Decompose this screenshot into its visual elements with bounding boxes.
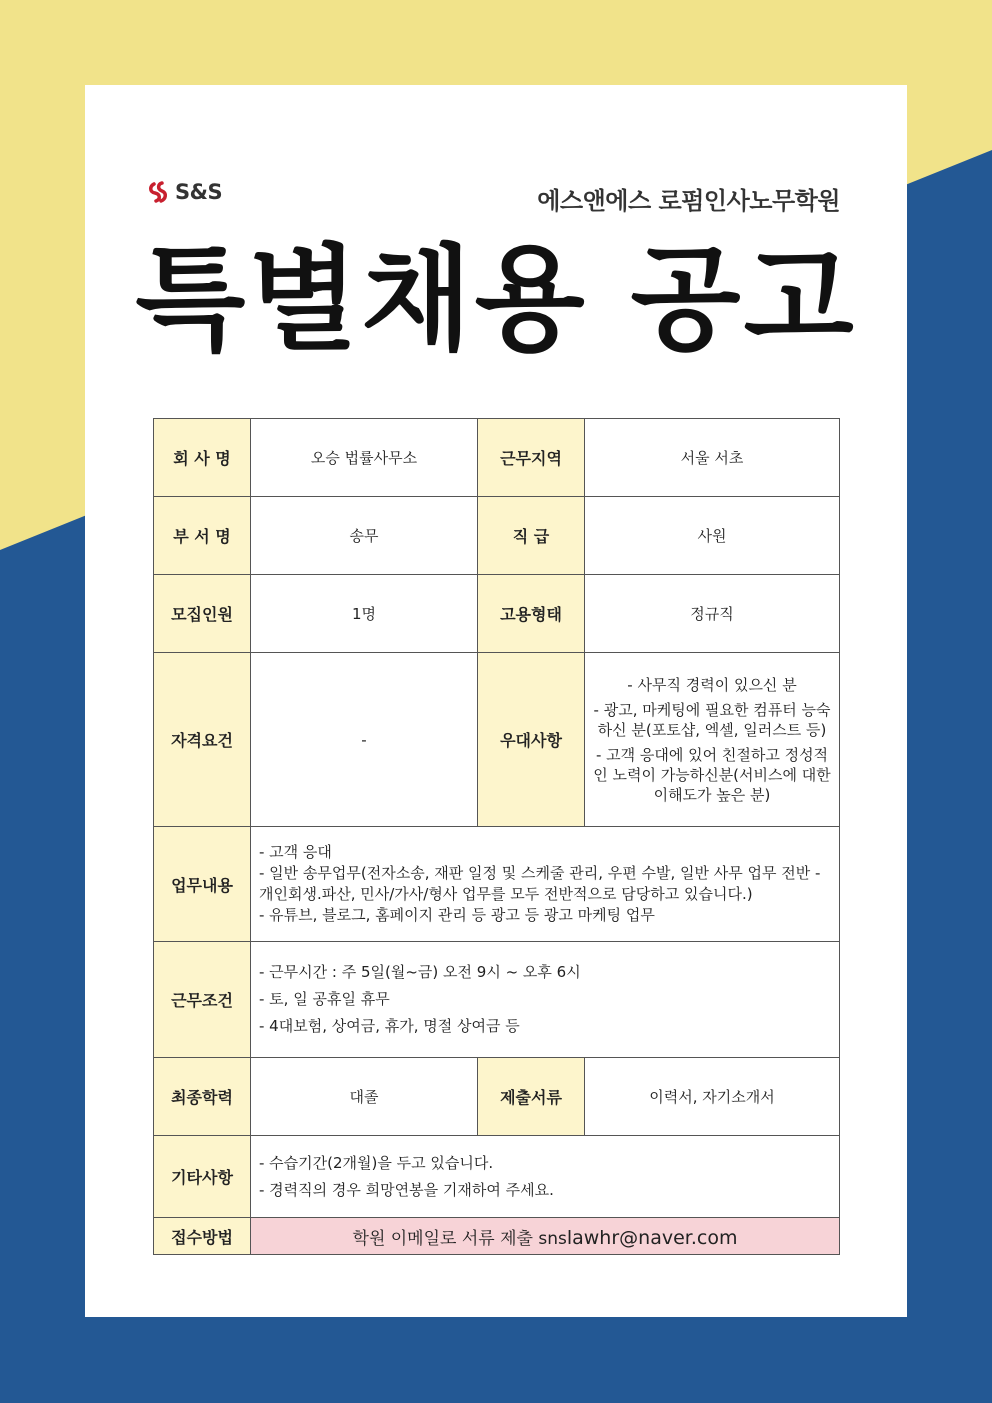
pref-item: - 광고, 마케팅에 필요한 컴퓨터 능숙하신 분(포토샵, 엑셀, 일러스트 등) bbox=[593, 700, 831, 739]
emp-type-label: 고용형태 bbox=[478, 575, 585, 653]
list-item: - 일반 송무업무(전자소송, 재판 일정 및 스케줄 관리, 우편 수발, 일반 사무 업무 전반 - 개인회생.파산, 민사/가사/형사 업무를 모두 전반적으로 담당하고 있습니다.) bbox=[259, 864, 821, 903]
apply-email: lawhr@naver.com bbox=[566, 1226, 738, 1249]
duty-list bbox=[251, 827, 840, 942]
brand-logo bbox=[147, 180, 222, 204]
list-item: - 경력직의 경우 희망연봉을 기재하여 주세요. bbox=[259, 1180, 554, 1199]
pref-label: 우대사항 bbox=[478, 653, 585, 827]
apply-method bbox=[251, 1218, 840, 1255]
table-row bbox=[154, 497, 840, 575]
edu-label: 최종학력 bbox=[154, 1058, 251, 1136]
pref-item: - 사무직 경력이 있으신 분 bbox=[627, 675, 797, 694]
edu-value: 대졸 bbox=[251, 1058, 478, 1136]
page-title: 특별채용 공고 bbox=[135, 233, 857, 366]
location-value: 서울 서초 bbox=[585, 419, 840, 497]
rank-value: 사원 bbox=[585, 497, 840, 575]
qual-value: - bbox=[251, 653, 478, 827]
emp-type-value: 정규직 bbox=[585, 575, 840, 653]
location-label: 근무지역 bbox=[478, 419, 585, 497]
apply-prefix: 학원 이메일로 서류 제출 sns bbox=[352, 1228, 567, 1249]
table-row bbox=[154, 1136, 840, 1218]
cond-list bbox=[251, 942, 840, 1058]
table-row bbox=[154, 942, 840, 1058]
pref-item: - 고객 응대에 있어 친절하고 정성적인 노력이 가능하신분(서비스에 대한 이해도가 높은 분) bbox=[593, 745, 831, 804]
table-row bbox=[154, 827, 840, 942]
etc-label: 기타사항 bbox=[154, 1136, 251, 1218]
logo-text: S&S bbox=[175, 180, 223, 204]
headcount-label: 모집인원 bbox=[154, 575, 251, 653]
docs-label: 제출서류 bbox=[478, 1058, 585, 1136]
qual-label: 자격요건 bbox=[154, 653, 251, 827]
list-item: - 수습기간(2개월)을 두고 있습니다. bbox=[259, 1153, 494, 1172]
duty-label: 업무내용 bbox=[154, 827, 251, 942]
list-item: - 고객 응대 bbox=[259, 843, 332, 861]
docs-value: 이력서, 자기소개서 bbox=[585, 1058, 840, 1136]
etc-list bbox=[251, 1136, 840, 1218]
headcount-value: 1명 bbox=[251, 575, 478, 653]
company-value: 오승 법률사무소 bbox=[251, 419, 478, 497]
rank-label: 직 급 bbox=[478, 497, 585, 575]
dept-label: 부 서 명 bbox=[154, 497, 251, 575]
cond-label: 근무조건 bbox=[154, 942, 251, 1058]
job-posting-card bbox=[85, 85, 907, 1317]
list-item: - 유튜브, 블로그, 홈페이지 관리 등 광고 등 광고 마케팅 업무 bbox=[259, 906, 655, 924]
company-label: 회 사 명 bbox=[154, 419, 251, 497]
list-item: - 4대보험, 상여금, 휴가, 명절 상여금 등 bbox=[259, 1017, 520, 1035]
logo-emblem-icon bbox=[147, 180, 171, 204]
table-row bbox=[154, 1218, 840, 1255]
job-info-table bbox=[153, 418, 840, 1255]
list-item: - 근무시간 : 주 5일(월~금) 오전 9시 ~ 오후 6시 bbox=[259, 963, 581, 981]
table-row bbox=[154, 419, 840, 497]
apply-label: 접수방법 bbox=[154, 1218, 251, 1255]
table-row bbox=[154, 575, 840, 653]
table-row bbox=[154, 1058, 840, 1136]
org-name: 에스앤에스 로펌인사노무학원 bbox=[537, 187, 840, 215]
pref-list bbox=[585, 653, 840, 827]
list-item: - 토, 일 공휴일 휴무 bbox=[259, 990, 390, 1008]
dept-value: 송무 bbox=[251, 497, 478, 575]
table-row bbox=[154, 653, 840, 827]
